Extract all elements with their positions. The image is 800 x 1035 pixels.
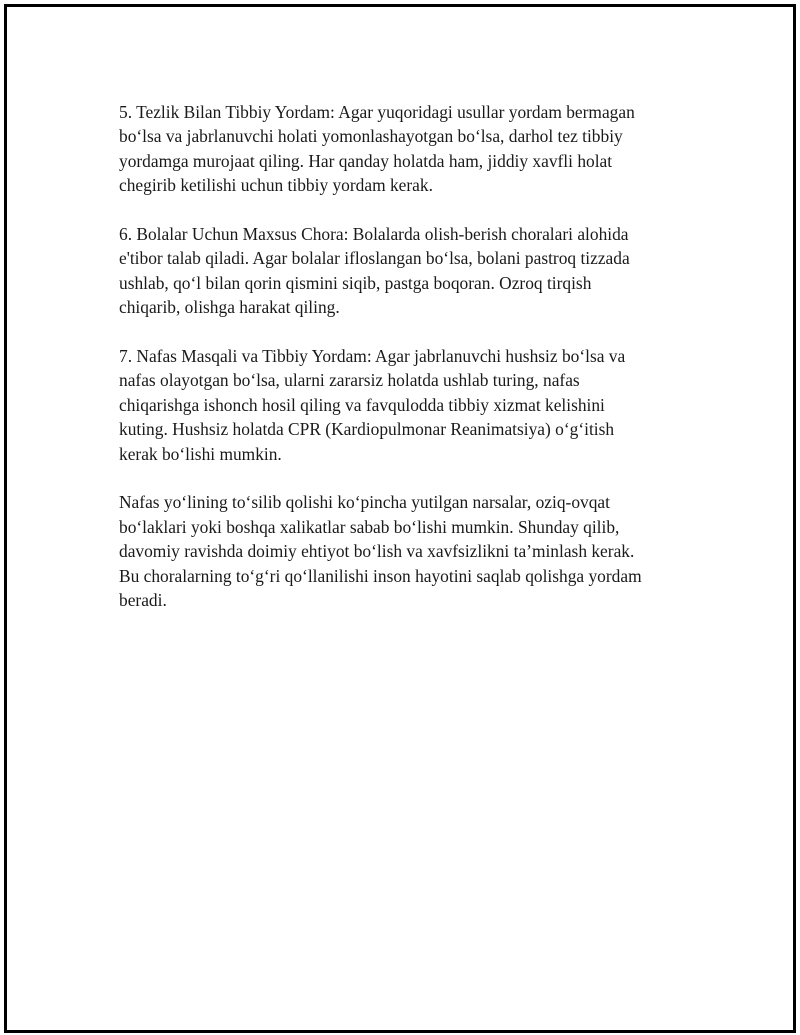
text-line: beradi. [119, 590, 167, 611]
text-line: ushlab, qoʻl bilan qorin qismini siqib, pastga boqoran. Ozroq tirqish [119, 272, 592, 293]
paragraph-breathing-and-medical-help [119, 344, 679, 466]
text-line: nafas olayotgan boʻlsa, ularni zararsiz holatda ushlab turing, nafas [119, 370, 580, 391]
document-body [119, 100, 679, 637]
text-line: chegirib ketilishi uchun tibbiy yordam kerak. [119, 175, 433, 196]
text-line: yordamga murojaat qiling. Har qanday holatda ham, jiddiy xavfli holat [119, 150, 613, 171]
paragraph-conclusion [119, 490, 679, 612]
text-line: Bu choralarning toʻgʻri qoʻllanilishi inson hayotini saqlab qolishga yordam [119, 565, 642, 586]
text-line: Nafas yoʻlining toʻsilib qolishi koʻpincha yutilgan narsalar, oziq-ovqat [119, 492, 610, 513]
text-line: chiqarishga ishonch hosil qiling va favqulodda tibbiy xizmat kelishini [119, 394, 605, 415]
paragraph-emergency-medical-help [119, 100, 679, 198]
page-frame [4, 4, 796, 1033]
text-line: e'tibor talab qiladi. Agar bolalar ifloslangan boʻlsa, bolani pastroq tizzada [119, 248, 630, 269]
paragraph-children-measures [119, 222, 679, 320]
text-line: chiqarib, olishga harakat qiling. [119, 297, 340, 318]
text-line: davomiy ravishda doimiy ehtiyot boʻlish va xavfsizlikni ta’minlash kerak. [119, 541, 635, 562]
text-line: boʻlsa va jabrlanuvchi holati yomonlashayotgan boʻlsa, darhol tez tibbiy [119, 126, 623, 147]
text-line: 6. Bolalar Uchun Maxsus Chora: Bolalarda olish-berish choralari alohida [119, 224, 629, 245]
text-line: kuting. Hushsiz holatda CPR (Kardiopulmonar Reanimatsiya) oʻgʻitish [119, 419, 615, 440]
text-line: kerak boʻlishi mumkin. [119, 443, 282, 464]
text-line: 5. Tezlik Bilan Tibbiy Yordam: Agar yuqoridagi usullar yordam bermagan [119, 102, 635, 122]
text-line: boʻlaklari yoki boshqa xalikatlar sabab boʻlishi mumkin. Shunday qilib, [119, 516, 620, 537]
text-line: 7. Nafas Masqali va Tibbiy Yordam: Agar jabrlanuvchi hushsiz boʻlsa va [119, 346, 626, 367]
